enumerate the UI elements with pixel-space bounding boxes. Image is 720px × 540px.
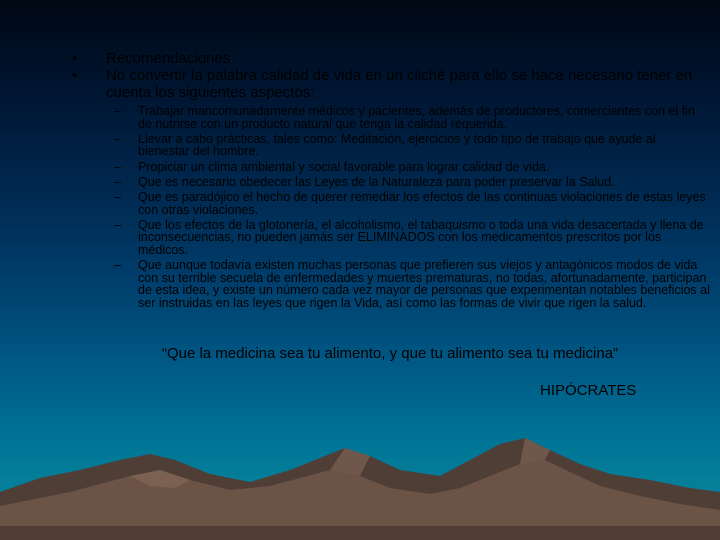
sub-item bbox=[110, 259, 710, 309]
bullet-text: Recomendaciones bbox=[106, 50, 231, 67]
bullet-item-recomendaciones bbox=[72, 50, 712, 67]
dash-icon: – bbox=[114, 131, 121, 146]
sub-item-text: Trabajar mancomunadamente médicos y pacientes, además de productores, comerciantes con el fin de nutrirse con un producto natural que tenga la calidad requerida. bbox=[138, 104, 695, 131]
sub-item bbox=[110, 161, 710, 174]
bullet-icon: • bbox=[72, 50, 78, 67]
quote: “Que la medicina sea tu alimento, y que tu alimento sea tu medicina” bbox=[161, 345, 619, 362]
dash-icon: – bbox=[114, 217, 121, 232]
main-bullet-list bbox=[72, 50, 712, 101]
sub-item-text: Que es necesario obedecer las Leyes de la Naturaleza para poder preservar la Salud. bbox=[138, 174, 615, 189]
sub-item bbox=[110, 176, 710, 189]
sub-item-text: Que aunque todavía existen muchas personas que prefieren sus viejos y antagónicos modos de vida con su terrible secuela de enfermedades y muertes prematuras, no todas, afortunadamente, participan de esta idea, y existe un número cada vez mayor de personas que experimentan notables beneficios al ser instruidas en las leyes que rigen la Vida, así como las formas de vivir que rigen la salud. bbox=[138, 258, 710, 310]
dash-icon: – bbox=[114, 258, 121, 273]
sub-item-text: Que los efectos de la glotonería, el alcoholismo, el tabaquismo o toda una vida desacertada y llena de inconsecuencias, no pueden jamás ser ELIMINADOS con los medicamentos prescritos por los médicos. bbox=[138, 217, 704, 257]
sub-item bbox=[110, 133, 710, 158]
sub-item bbox=[110, 219, 710, 257]
bullet-text: No convertir la palabra calidad de vida en un cliché para ello se hace necesario tener en cuenta los siguientes aspectos: bbox=[106, 67, 693, 101]
sub-item-text: Llevar a cabo prácticas, tales como: Meditación, ejercicios y todo tipo de trabajo que ayude al bienestar del hombre. bbox=[138, 131, 656, 159]
mountain-range-image bbox=[0, 430, 720, 540]
bullet-icon: • bbox=[72, 67, 78, 84]
sub-item-text: Que es paradójico el hecho de querer remediar los efectos de las continuas violaciones de estas leyes con otras violaciones. bbox=[138, 189, 706, 217]
sub-item bbox=[110, 191, 710, 216]
bullet-item-intro bbox=[72, 67, 712, 101]
dash-icon: – bbox=[114, 159, 121, 174]
sub-item bbox=[110, 105, 710, 130]
sub-item-list bbox=[110, 105, 710, 312]
dash-icon: – bbox=[114, 189, 121, 204]
dash-icon: – bbox=[114, 174, 121, 189]
horizon-band bbox=[0, 526, 720, 540]
sub-item-text: Propiciar un clima ambiental y social favorable para lograr calidad de vida. bbox=[138, 159, 550, 174]
quote-author: HIPÓCRATES bbox=[540, 382, 637, 399]
dash-icon: – bbox=[114, 104, 121, 118]
